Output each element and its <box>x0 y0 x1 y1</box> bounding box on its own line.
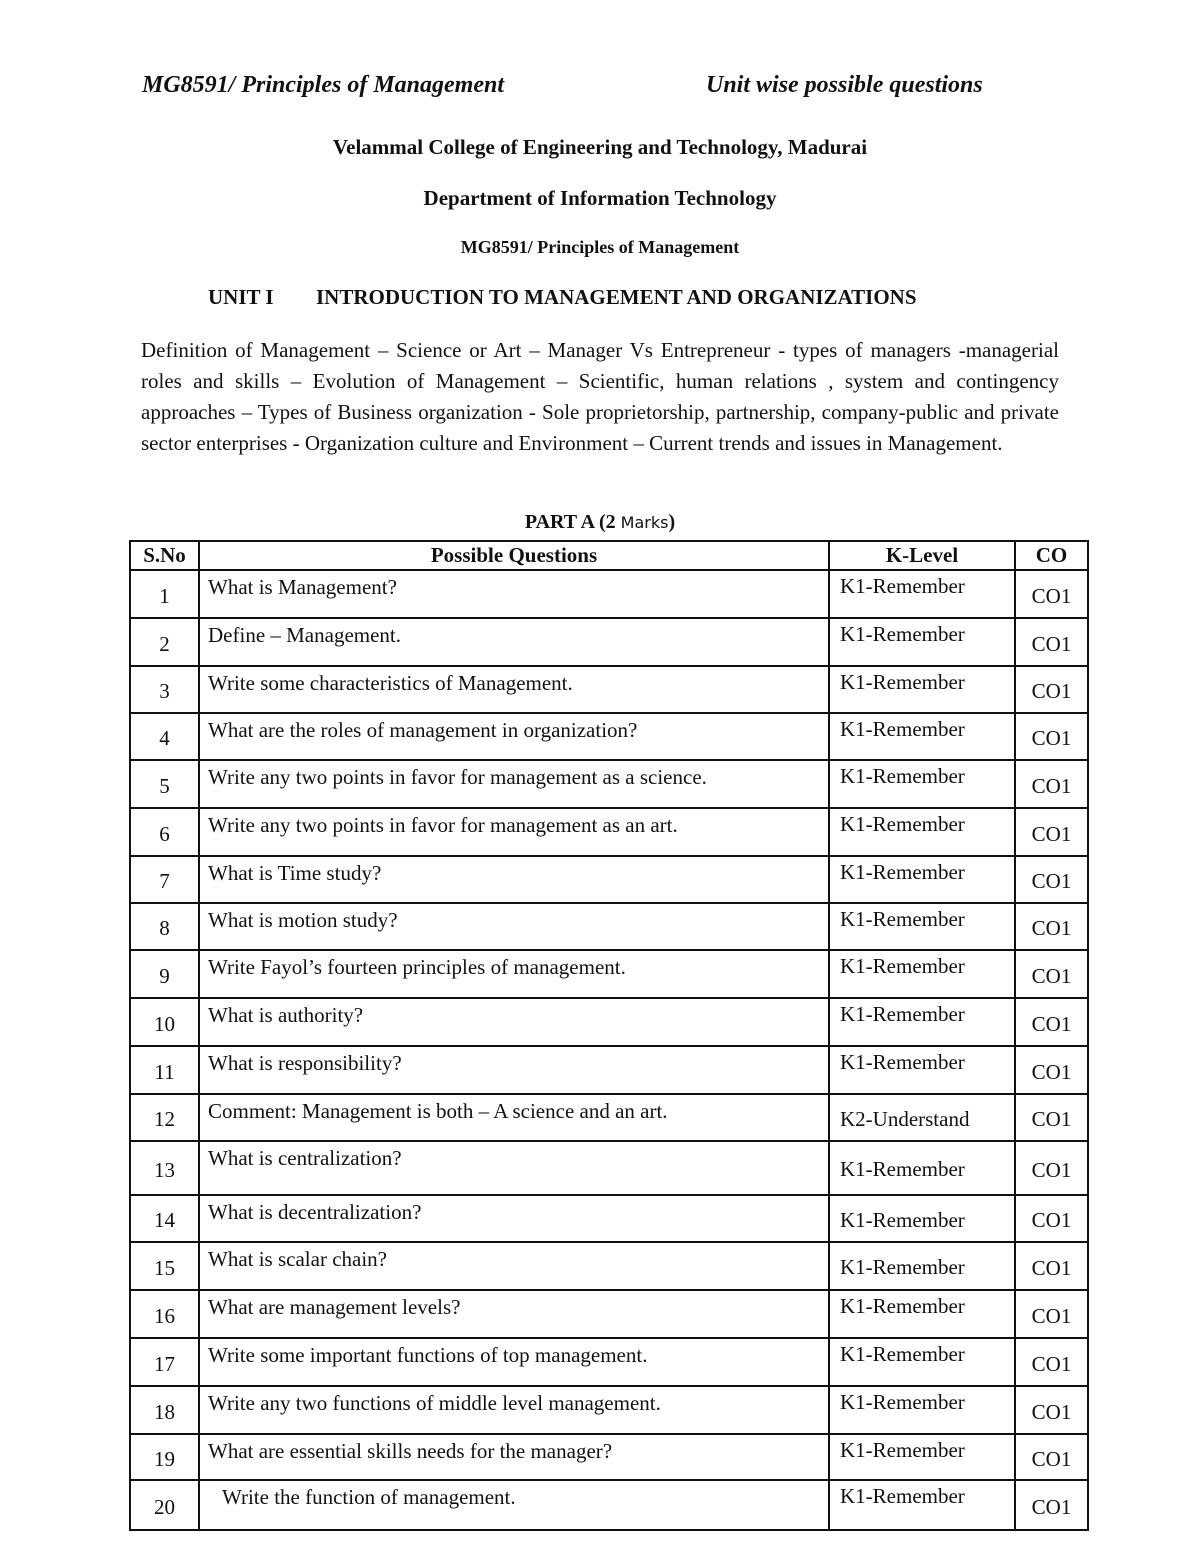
questions-table <box>129 540 1089 1531</box>
syllabus-paragraph: Definition of Management – Science or Art – Manager Vs Entrepreneur - types of managers -managerial roles and skills – Evolution of Management – Scientific, human relations , system and contingency approaches – Types of Business organization - Sole proprietorship, partnership, company-public and private sector enterprises - Organization culture and Environment – Current trends and issues in Management. <box>141 338 1059 455</box>
row-k-level: K1-Remember <box>829 1434 1015 1480</box>
row-k-level: K1-Remember <box>829 570 1015 618</box>
part-a-close: ) <box>668 511 676 533</box>
table-row <box>130 1195 1088 1242</box>
row-co: CO1 <box>1015 1290 1088 1338</box>
row-co: CO1 <box>1015 950 1088 998</box>
row-sno: 1 <box>130 570 199 618</box>
row-sno: 16 <box>130 1290 199 1338</box>
row-co: CO1 <box>1015 1242 1088 1290</box>
row-co: CO1 <box>1015 760 1088 808</box>
row-question: Write any two points in favor for management as a science. <box>199 760 829 808</box>
row-question: Write any two functions of middle level management. <box>199 1386 829 1434</box>
row-question: Write any two points in favor for management as an art. <box>199 808 829 856</box>
row-co: CO1 <box>1015 998 1088 1046</box>
row-question: Write some important functions of top management. <box>199 1338 829 1386</box>
row-co: CO1 <box>1015 618 1088 666</box>
row-sno: 9 <box>130 950 199 998</box>
row-k-level: K1-Remember <box>829 950 1015 998</box>
table-row <box>130 1480 1088 1530</box>
row-question: Write some characteristics of Management. <box>199 666 829 713</box>
header-k-level: K-Level <box>829 541 1015 570</box>
row-co: CO1 <box>1015 1338 1088 1386</box>
subject-title: MG8591/ Principles of Management <box>460 237 740 257</box>
row-co: CO1 <box>1015 808 1088 856</box>
row-question: Define – Management. <box>199 618 829 666</box>
row-question: Write Fayol’s fourteen principles of management. <box>199 950 829 998</box>
row-question: What is centralization? <box>199 1141 829 1195</box>
row-k-level: K1-Remember <box>829 903 1015 950</box>
row-k-level: K1-Remember <box>829 1195 1015 1242</box>
row-co: CO1 <box>1015 570 1088 618</box>
table-row <box>130 1242 1088 1290</box>
row-sno: 14 <box>130 1195 199 1242</box>
unit-name: INTRODUCTION TO MANAGEMENT AND ORGANIZATIONS <box>316 285 917 309</box>
row-sno: 8 <box>130 903 199 950</box>
table-row <box>130 1338 1088 1386</box>
row-sno: 15 <box>130 1242 199 1290</box>
row-sno: 18 <box>130 1386 199 1434</box>
row-k-level: K1-Remember <box>829 808 1015 856</box>
row-k-level: K1-Remember <box>829 618 1015 666</box>
row-question: What is Management? <box>199 570 829 618</box>
table-row <box>130 998 1088 1046</box>
row-sno: 6 <box>130 808 199 856</box>
part-a-heading <box>0 511 1200 534</box>
table-row <box>130 618 1088 666</box>
row-sno: 3 <box>130 666 199 713</box>
row-co: CO1 <box>1015 1046 1088 1094</box>
row-k-level: K1-Remember <box>829 666 1015 713</box>
row-question: What is scalar chain? <box>199 1242 829 1290</box>
table-row <box>130 760 1088 808</box>
header-co: CO <box>1015 541 1088 570</box>
table-row <box>130 808 1088 856</box>
row-sno: 5 <box>130 760 199 808</box>
unit-number: UNIT I <box>208 285 274 309</box>
row-k-level: K2-Understand <box>829 1094 1015 1141</box>
part-a-marks-word: Marks <box>620 513 669 532</box>
row-sno: 19 <box>130 1434 199 1480</box>
row-k-level: K1-Remember <box>829 1046 1015 1094</box>
row-k-level: K1-Remember <box>829 1242 1015 1290</box>
row-co: CO1 <box>1015 1195 1088 1242</box>
row-co: CO1 <box>1015 903 1088 950</box>
row-k-level: K1-Remember <box>829 1141 1015 1195</box>
header-course-title: MG8591/ Principles of Management <box>142 72 505 98</box>
row-sno: 13 <box>130 1141 199 1195</box>
row-k-level: K1-Remember <box>829 856 1015 903</box>
row-question: Comment: Management is both – A science and an art. <box>199 1094 829 1141</box>
table-row <box>130 950 1088 998</box>
row-co: CO1 <box>1015 713 1088 760</box>
table-row <box>130 903 1088 950</box>
table-row <box>130 1094 1088 1141</box>
row-co: CO1 <box>1015 666 1088 713</box>
table-row <box>130 570 1088 618</box>
row-sno: 2 <box>130 618 199 666</box>
table-row <box>130 1386 1088 1434</box>
table-row <box>130 856 1088 903</box>
table-row <box>130 1434 1088 1480</box>
row-question: What are the roles of management in organization? <box>199 713 829 760</box>
department-name: Department of Information Technology <box>423 186 777 210</box>
college-name: Velammal College of Engineering and Technology, Madurai <box>332 135 868 159</box>
row-question: What is responsibility? <box>199 1046 829 1094</box>
table-row <box>130 1046 1088 1094</box>
row-co: CO1 <box>1015 1386 1088 1434</box>
table-row <box>130 1141 1088 1195</box>
header-sno: S.No <box>130 541 199 570</box>
row-k-level: K1-Remember <box>829 1338 1015 1386</box>
row-sno: 7 <box>130 856 199 903</box>
row-k-level: K1-Remember <box>829 713 1015 760</box>
row-k-level: K1-Remember <box>829 1386 1015 1434</box>
row-k-level: K1-Remember <box>829 760 1015 808</box>
row-sno: 10 <box>130 998 199 1046</box>
row-co: CO1 <box>1015 1434 1088 1480</box>
table-row <box>130 666 1088 713</box>
row-co: CO1 <box>1015 1141 1088 1195</box>
unit-heading <box>208 285 917 310</box>
row-sno: 11 <box>130 1046 199 1094</box>
row-co: CO1 <box>1015 856 1088 903</box>
row-question: What is decentralization? <box>199 1195 829 1242</box>
table-body <box>130 570 1088 1530</box>
table-header-row <box>130 541 1088 570</box>
row-question: What are essential skills needs for the manager? <box>199 1434 829 1480</box>
row-question: What is motion study? <box>199 903 829 950</box>
row-sno: 20 <box>130 1480 199 1530</box>
row-sno: 4 <box>130 713 199 760</box>
header-question: Possible Questions <box>199 541 829 570</box>
header-doc-type: Unit wise possible questions <box>706 72 983 98</box>
row-k-level: K1-Remember <box>829 1480 1015 1530</box>
row-question: What is Time study? <box>199 856 829 903</box>
row-question: What are management levels? <box>199 1290 829 1338</box>
row-sno: 17 <box>130 1338 199 1386</box>
row-k-level: K1-Remember <box>829 1290 1015 1338</box>
table-row <box>130 713 1088 760</box>
table-row <box>130 1290 1088 1338</box>
row-question: Write the function of management. <box>199 1480 829 1530</box>
row-k-level: K1-Remember <box>829 998 1015 1046</box>
row-co: CO1 <box>1015 1480 1088 1530</box>
row-sno: 12 <box>130 1094 199 1141</box>
row-question: What is authority? <box>199 998 829 1046</box>
row-co: CO1 <box>1015 1094 1088 1141</box>
part-a-label: PART A (2 <box>524 511 616 533</box>
